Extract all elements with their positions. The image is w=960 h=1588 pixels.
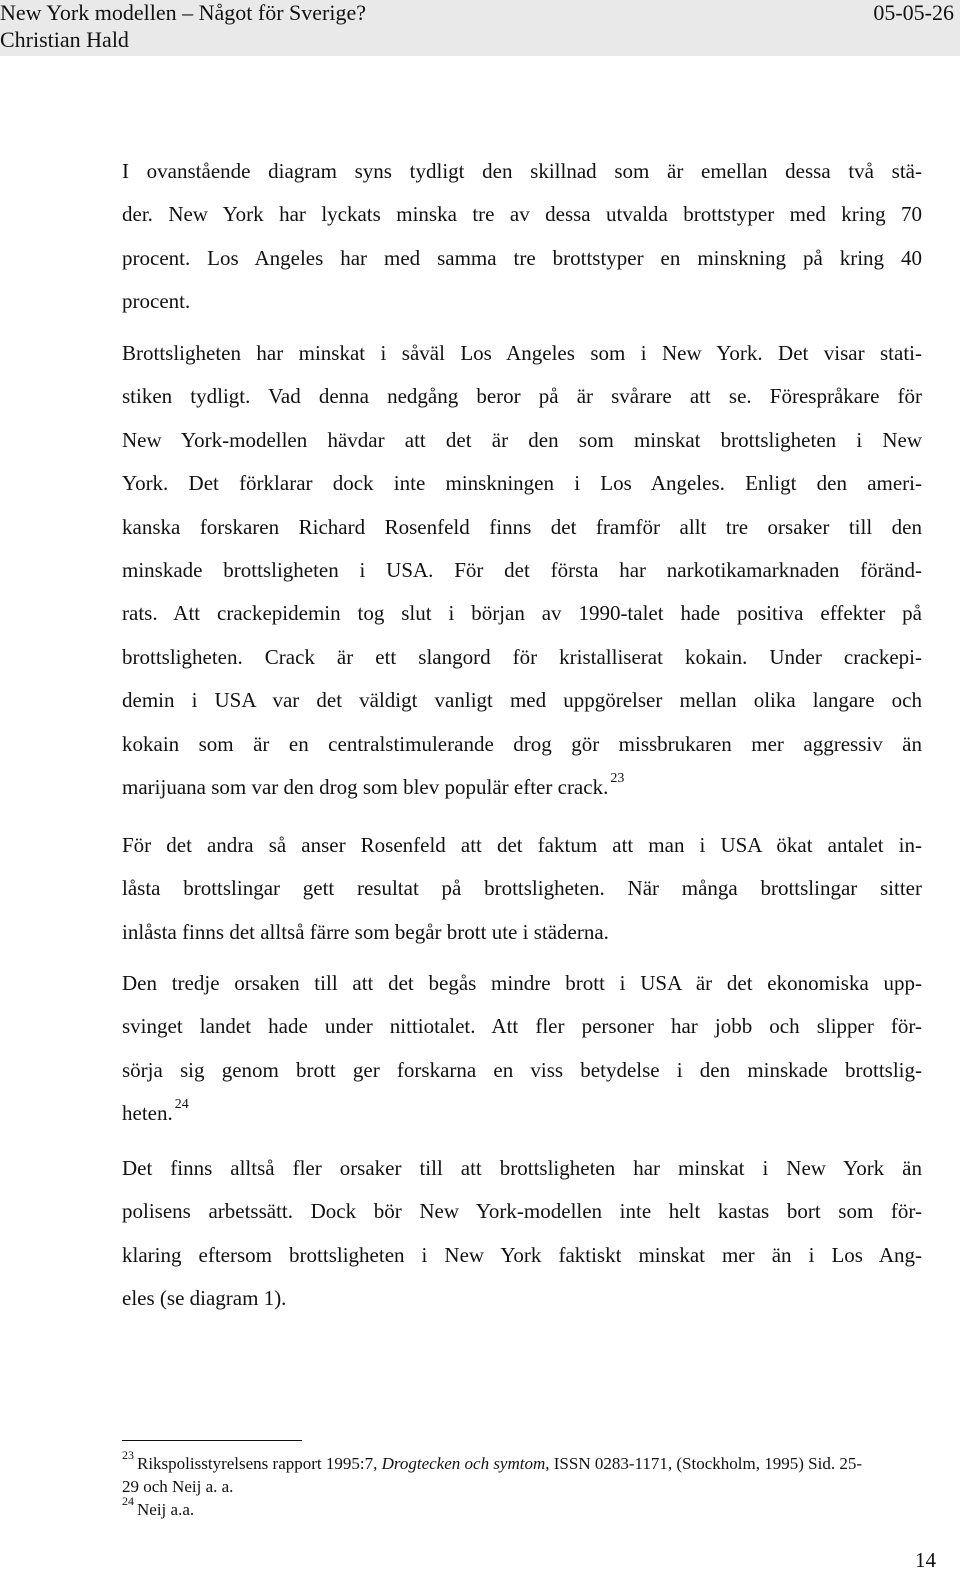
paragraph-line: eles (se diagram 1). [122, 1286, 287, 1311]
paragraph-line: demin i USA var det väldigt vanligt med uppgörelser mellan olika langare och [122, 688, 922, 713]
paragraph-line-last [122, 1092, 922, 1135]
paragraph-line: procent. [122, 289, 191, 314]
footnote-title: Drogtecken och symtom [381, 1454, 546, 1473]
footnote-number: 23 [122, 1448, 134, 1463]
paragraph-line: procent. Los Angeles har med samma tre brottstyper en minskning på kring 40 [122, 245, 922, 270]
paragraph-line: klaring eftersom brottsligheten i New York faktiskt minskat mer än i Los Ang- [122, 1242, 922, 1267]
paragraph-line: York. Det förklarar dock inte minskningen i Los Angeles. Enligt den ameri- [122, 471, 922, 496]
paragraph-line: stiken tydligt. Vad denna nedgång beror på är svårare att se. Förespråkare för [122, 384, 922, 409]
paragraph-line: låsta brottslingar gett resultat på brottsligheten. När många brottslingar sitter [122, 876, 922, 901]
paragraph-line: kanska forskaren Richard Rosenfeld finns det framför allt tre orsaker till den [122, 514, 922, 539]
paragraph-line: sörja sig genom brott ger forskarna en viss betydelse i den minskade brottslig- [122, 1057, 922, 1082]
page-header [0, 0, 960, 56]
paragraph-2 [122, 332, 922, 809]
paragraph-line: polisens arbetssätt. Dock bör New York-modellen inte helt kastas bort som för- [122, 1199, 922, 1224]
footnote-ref-24[interactable]: 24 [174, 1097, 189, 1113]
footnote-number: 24 [122, 1494, 134, 1509]
header-date: 05-05-26 [873, 0, 954, 25]
paragraph-line: Det finns alltså fler orsaker till att brottsligheten har minskat i New York än [122, 1156, 922, 1180]
header-title: New York modellen – Något för Sverige? [0, 0, 366, 25]
footnote-23-cont: 29 och Neij a. a. [122, 1477, 234, 1496]
footnote-text: Rikspolisstyrelsens rapport 1995:7, [137, 1454, 382, 1473]
header-author: Christian Hald [0, 27, 129, 52]
paragraph-5 [122, 1147, 922, 1321]
footnote-ref-23[interactable]: 23 [610, 771, 625, 787]
paragraph-3 [122, 824, 922, 954]
paragraph-line: kokain som är en centralstimulerande drog gör missbrukaren mer aggressiv än [122, 731, 922, 756]
paragraph-line: inlåsta finns det alltså färre som begår brott ute i städerna. [122, 919, 609, 944]
paragraph-line: New York-modellen hävdar att det är den som minskat brottsligheten i New [122, 427, 922, 452]
paragraph-line-last [122, 766, 922, 809]
footnote-24 [122, 1494, 922, 1521]
footnotes [122, 1448, 922, 1521]
footnote-divider [122, 1440, 302, 1441]
paragraph-line: minskade brottsligheten i USA. För det första har narkotikamarknaden föränd- [122, 558, 922, 583]
paragraph-line: För det andra så anser Rosenfeld att det faktum att man i USA ökat antalet in- [122, 833, 922, 857]
paragraph-line: der. New York har lyckats minska tre av dessa utvalda brottstyper med kring 70 [122, 202, 922, 227]
paragraph-4 [122, 962, 922, 1136]
paragraph-line: I ovanstående diagram syns tydligt den skillnad som är emellan dessa två stä- [122, 159, 922, 183]
paragraph-1 [122, 150, 922, 324]
paragraph-line-text: marijuana som var den drog som blev populär efter crack. [122, 775, 609, 800]
footnote-text: , ISSN 0283-1171, (Stockholm, 1995) Sid. 25- [545, 1454, 862, 1473]
paragraph-line: brottsligheten. Crack är ett slangord för kristalliserat kokain. Under crackepi- [122, 644, 922, 669]
paragraph-line: Brottsligheten har minskat i såväl Los Angeles som i New York. Det visar stati- [122, 341, 922, 365]
footnote-23 [122, 1448, 922, 1475]
footnote-text: Neij a.a. [137, 1500, 195, 1519]
paragraph-line: Den tredje orsaken till att det begås mindre brott i USA är det ekonomiska upp- [122, 971, 922, 995]
paragraph-line-text: heten. [122, 1101, 173, 1126]
paragraph-line: svinget landet hade under nittiotalet. Att fler personer har jobb och slipper för- [122, 1014, 922, 1039]
page-number: 14 [915, 1548, 936, 1572]
paragraph-line: rats. Att crackepidemin tog slut i början av 1990-talet hade positiva effekter på [122, 601, 922, 626]
